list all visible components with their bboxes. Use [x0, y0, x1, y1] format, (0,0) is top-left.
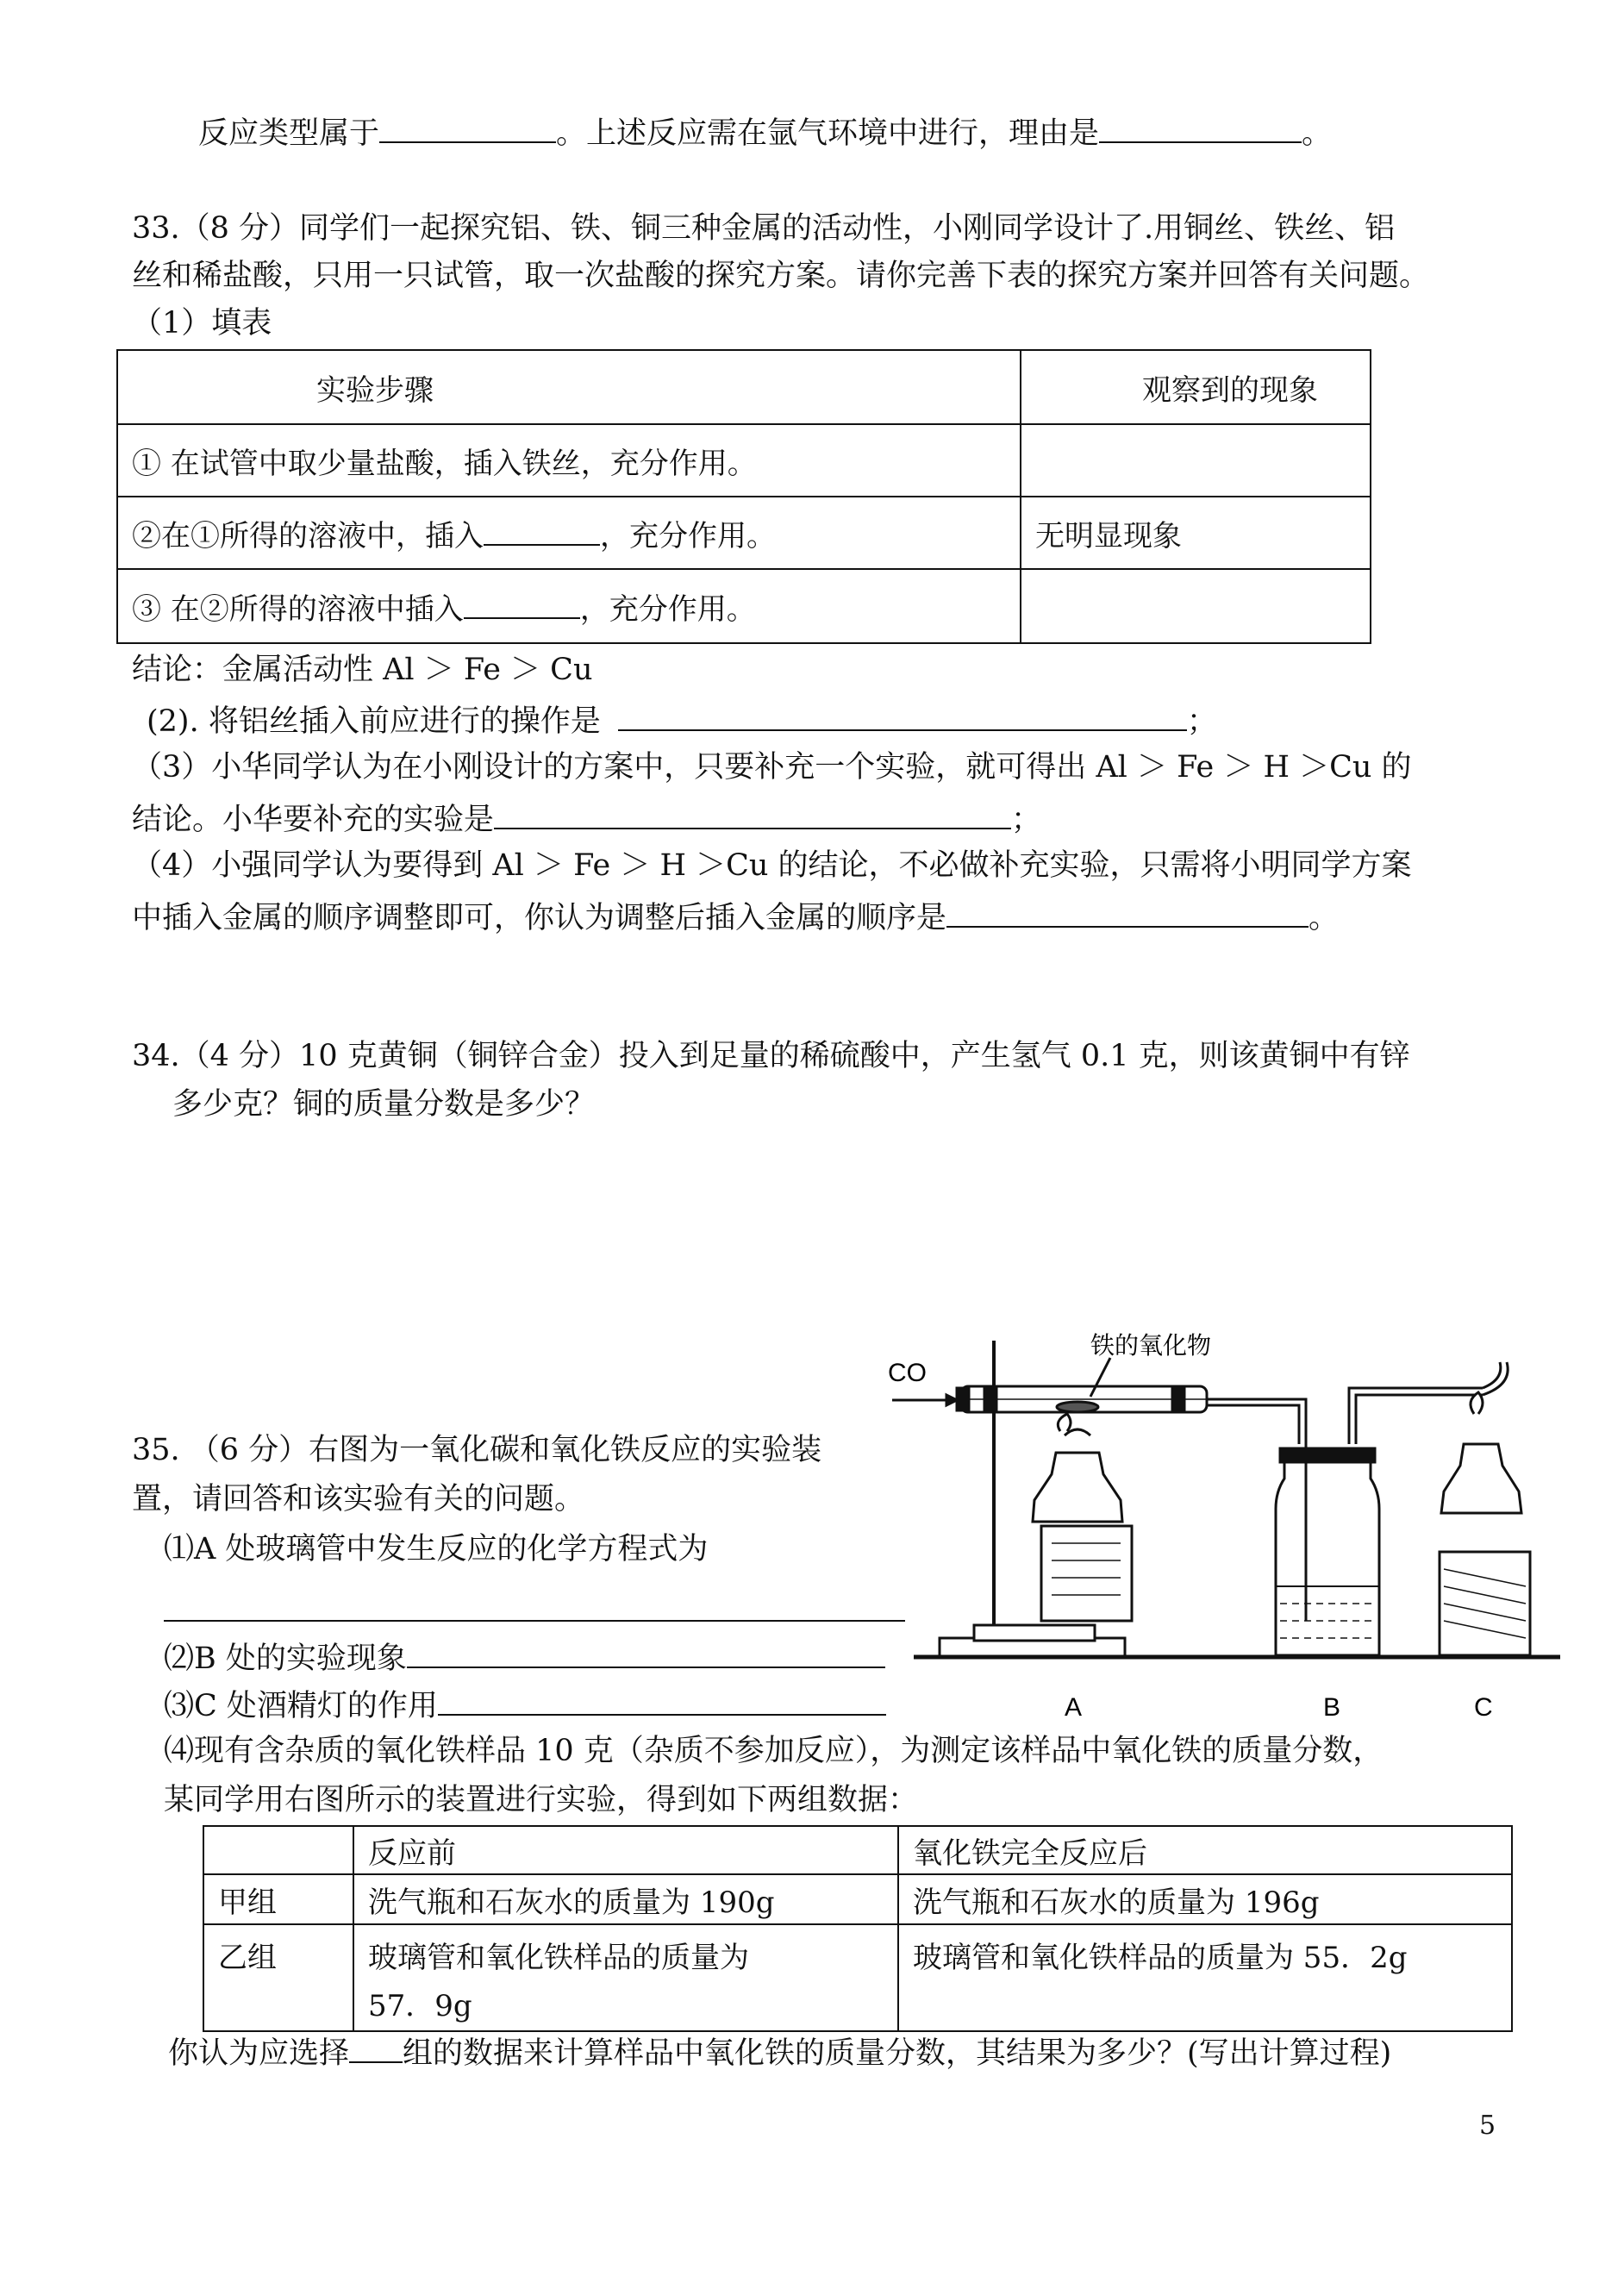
q33-sub4-line-2: 中插入金属的顺序调整即可，你认为调整后插入金属的顺序是 。 — [132, 901, 1340, 935]
q33-sub2-line: (2). 将铝丝插入前应进行的操作是 ； — [147, 704, 1217, 739]
q33-row2-observation: 无明显现象 — [1021, 497, 1371, 569]
q33-sub3-line-1: （3）小华同学认为在小刚设计的方案中，只要补充一个实验，就可得出 Al ＞ Fe ＞ H ＞Cu 的 — [132, 750, 1412, 785]
q33-row1-observation-cell[interactable] — [1021, 424, 1371, 497]
q33-row2-blank[interactable] — [484, 518, 600, 546]
q35-line-1: 35. （6 分）右图为一氧化碳和氧化铁反应的实验装 — [132, 1433, 822, 1467]
q35-table-header-row — [203, 1826, 1512, 1874]
wash-bottle-b — [1276, 1448, 1379, 1655]
q35-row1-before: 洗气瓶和石灰水的质量为 190g — [353, 1874, 898, 1924]
q35-header-before: 反应前 — [353, 1826, 898, 1874]
q35-row2-after: 玻璃管和氧化铁样品的质量为 55．2g — [898, 1924, 1512, 2031]
q35-line-2: 置，请回答和该实验有关的问题。 — [132, 1482, 585, 1516]
label-a: A — [1065, 1693, 1083, 1722]
table-row — [117, 569, 1371, 643]
table-row — [117, 424, 1371, 497]
table-row — [203, 1874, 1512, 1924]
q33-row3-blank[interactable] — [464, 591, 580, 619]
q35-sub4-line-2: 某同学用右图所示的装置进行实验，得到如下两组数据： — [164, 1783, 919, 1817]
q35-table — [203, 1825, 1513, 2032]
q34-line-2: 多少克？铜的质量分数是多少？ — [172, 1087, 596, 1122]
iron-oxide-sample — [1057, 1402, 1098, 1412]
q35-row1-after: 洗气瓶和石灰水的质量为 196g — [898, 1874, 1512, 1924]
co-label: CO — [888, 1359, 927, 1387]
q33-sub3-line-2: 结论。小华要补充的实验是 ； — [132, 803, 1042, 837]
q33-table-header-row — [117, 350, 1371, 424]
q33-row1-step: ① 在试管中取少量盐酸，插入铁丝，充分作用。 — [117, 424, 1021, 497]
label-b: B — [1323, 1693, 1341, 1722]
q33-row2-step: ②在①所得的溶液中，插入 ，充分作用。 — [117, 497, 1021, 569]
q33-row3-observation-cell[interactable] — [1021, 569, 1371, 643]
lamp-c-block — [1440, 1552, 1530, 1655]
q33-header-step: 实验步骤 — [117, 350, 1021, 424]
q33-row3-step: ③ 在②所得的溶液中插入 ，充分作用。 — [117, 569, 1021, 643]
q35-header-group — [203, 1826, 353, 1874]
delivery-tube-2 — [1349, 1388, 1483, 1444]
q35-final-blank[interactable] — [349, 2035, 403, 2063]
q35-sub1: ⑴A 处玻璃管中发生反应的化学方程式为 — [164, 1532, 709, 1566]
q33-sub3-blank[interactable] — [494, 802, 1011, 829]
q33-intro-line-1: 33.（8 分）同学们一起探究铝、铁、铜三种金属的活动性，小刚同学设计了.用铜丝、铁丝、铝 — [132, 211, 1396, 246]
q35-sub1-answer-line[interactable] — [164, 1620, 905, 1622]
q35-row2-group: 乙组 — [203, 1924, 353, 2031]
co-arrowhead — [946, 1395, 957, 1405]
q35-row1-group: 甲组 — [203, 1874, 353, 1924]
q33-sub4-line-1: （4）小强同学认为要得到 Al ＞ Fe ＞ H ＞Cu 的结论，不必做补充实验，只需将小明同学方案 — [132, 848, 1412, 883]
lamp-a-block — [1041, 1526, 1132, 1621]
q32-text-3: 。 — [1302, 116, 1333, 151]
q35-sub3-blank[interactable] — [438, 1688, 886, 1716]
table-row — [117, 497, 1371, 569]
q33-conclusion: 结论：金属活动性 Al ＞ Fe ＞ Cu — [132, 653, 593, 687]
q33-header-observation: 观察到的现象 — [1021, 350, 1371, 424]
q33-sub1: （1）填表 — [132, 306, 272, 341]
q33-sub2-blank[interactable] — [618, 704, 1187, 731]
co-iron-oxide-apparatus — [888, 1328, 1565, 1742]
q35-sub2-blank[interactable] — [407, 1641, 885, 1668]
q33-sub4-blank[interactable] — [946, 900, 1309, 928]
q35-sub3-line: ⑶C 处酒精灯的作用 — [164, 1688, 886, 1722]
oxide-label: 铁的氧化物 — [1090, 1331, 1212, 1360]
q33-table — [116, 349, 1371, 644]
q35-sub2-line: ⑵B 处的实验现象 — [164, 1641, 885, 1674]
alcohol-lamp-a — [1033, 1453, 1122, 1522]
q32-text-1: 反应类型属于 — [198, 116, 380, 151]
q35-row2-before: 玻璃管和氧化铁样品的质量为 57．9g — [353, 1924, 898, 2031]
page-number: 5 — [1479, 2111, 1496, 2141]
alcohol-lamp-c — [1441, 1444, 1521, 1513]
q35-final-line: 你认为应选择 组的数据来计算样品中氧化铁的质量分数，其结果为多少？(写出计算过程) — [168, 2036, 1392, 2071]
q35-header-after: 氧化铁完全反应后 — [898, 1826, 1512, 1874]
stand-base-top — [974, 1625, 1095, 1641]
q32-blank-2[interactable] — [1099, 116, 1302, 143]
q32-tail-line — [198, 116, 1332, 149]
q35-sub4-line-1: ⑷现有含杂质的氧化铁样品 10 克（杂质不参加反应），为测定该样品中氧化铁的质量分数， — [164, 1734, 1384, 1768]
q32-text-2: 。上述反应需在氩气环境中进行，理由是 — [556, 116, 1100, 151]
table-row — [203, 1924, 1512, 2031]
q34-line-1: 34.（4 分）10 克黄铜（铜锌合金）投入到足量的稀硫酸中，产生氢气 0.1 克，则该黄铜中有锌 — [132, 1039, 1410, 1073]
q33-intro-line-2: 丝和稀盐酸，只用一只试管，取一次盐酸的探究方案。请你完善下表的探究方案并回答有关问题。 — [132, 259, 1430, 293]
label-c: C — [1474, 1693, 1493, 1722]
oxide-pointer-line — [1090, 1358, 1110, 1397]
q32-blank-1[interactable] — [379, 116, 556, 143]
